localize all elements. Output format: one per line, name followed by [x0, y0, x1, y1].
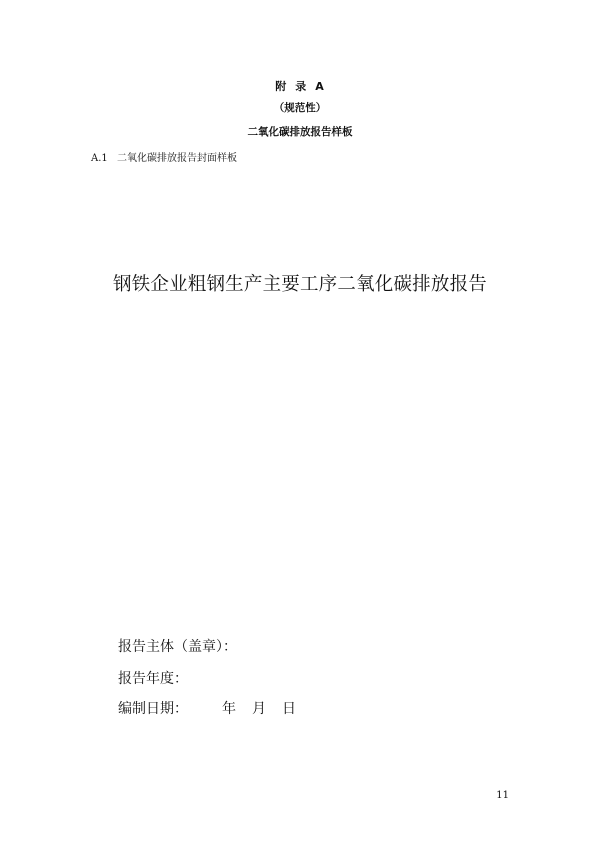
date-month-unit: 月: [252, 701, 266, 717]
compile-date-field: [118, 700, 296, 718]
annex-subject: 二氧化碳排放报告样板: [247, 126, 353, 138]
date-year-unit: 年: [222, 701, 236, 717]
date-day-unit: 日: [282, 701, 296, 717]
annex-label-2: 录: [295, 80, 308, 93]
clause-heading: [91, 152, 237, 166]
report-entity-field: 报告主体（盖章）：: [118, 639, 237, 655]
compile-date-parts: [222, 700, 296, 718]
compile-date-label: 编制日期：: [118, 701, 188, 717]
clause-number: A.1: [91, 153, 108, 164]
page-number: 11: [496, 790, 509, 801]
annex-letter: A: [315, 80, 325, 93]
cover-title: 钢铁企业粗钢生产主要工序二氧化碳排放报告: [112, 274, 487, 295]
annex-heading: [0, 80, 600, 94]
annex-nature: （规范性）: [273, 102, 327, 114]
clause-title: 二氧化碳排放报告封面样板: [117, 153, 237, 164]
report-year-field: 报告年度：: [118, 671, 188, 687]
annex-label-1: 附: [275, 80, 288, 93]
